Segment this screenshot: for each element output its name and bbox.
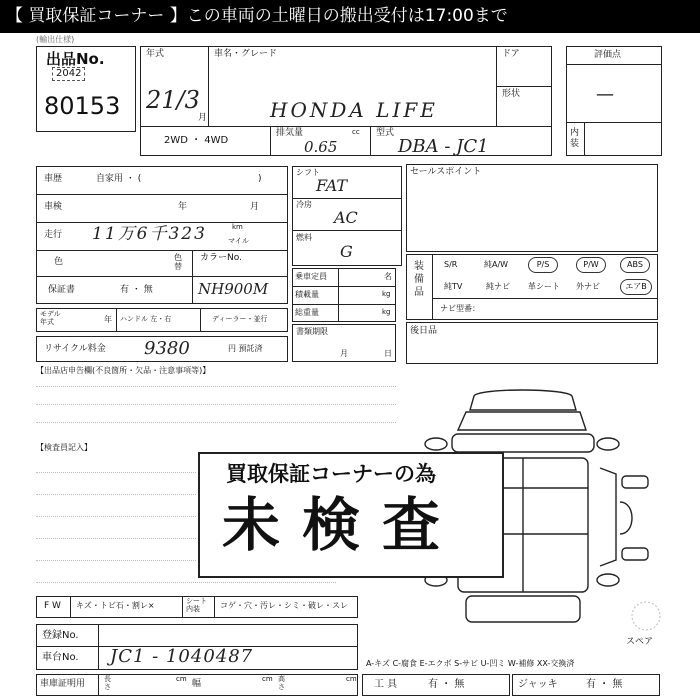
tools-label: 工 具	[374, 679, 398, 690]
fw-label: F W	[44, 601, 61, 611]
reg-label: 登録No.	[42, 630, 79, 641]
inspector-label: 【検査員記入】	[36, 443, 92, 452]
month-suffix: 月	[198, 113, 208, 123]
aircon-label: 冷房	[296, 200, 312, 209]
hei-label: 高さ	[278, 675, 285, 691]
aircon-value: AC	[334, 208, 358, 227]
disp-value: 0.65	[304, 138, 338, 156]
shift-label: シフト	[296, 168, 320, 177]
warranty-value: 有 ・ 無	[120, 285, 153, 295]
wid-label: 幅	[192, 679, 202, 689]
recycle-value: 9380	[144, 338, 190, 359]
hei-unit: cm	[346, 675, 357, 683]
stamp-main: 未検査	[222, 491, 463, 559]
warranty-label: 保証書	[48, 285, 76, 295]
color-no-value: NH900M	[198, 280, 269, 298]
seat-value: コゲ・穴・汚レ・シミ・破レ・スレ	[220, 601, 348, 610]
mileage-km: km	[232, 223, 243, 231]
equip-leather: 革シート	[528, 282, 560, 291]
capacity-label: 乗車定員	[295, 272, 327, 281]
mileage-mile: マイル	[228, 237, 249, 245]
model-label: 車名・グレード	[214, 49, 278, 59]
len-label: 長さ	[104, 675, 111, 691]
reki-label: 車歴	[44, 174, 63, 184]
equip-airbag: エアB	[620, 279, 652, 295]
lot-label: 出品No.	[46, 50, 105, 68]
chassis-value: JC1 - 1040487	[110, 646, 254, 667]
equip-ext-navi: 外ナビ	[576, 282, 600, 291]
stamp-top: 買取保証コーナーの為	[226, 462, 436, 486]
model-year-label: モデル年式	[40, 310, 61, 326]
tools-value: 有 ・ 無	[428, 679, 465, 690]
shape-label: 形状	[502, 89, 521, 99]
spare-label: スペア	[626, 637, 654, 647]
color-no-label: カラーNo.	[200, 253, 242, 263]
equip-pw: P/W	[576, 257, 606, 273]
handle-label: ハンドル 左・右	[120, 315, 172, 323]
fuel-label: 燃料	[296, 233, 312, 242]
equip-label: 装備品	[414, 261, 424, 298]
shaken-month: 月	[250, 202, 260, 212]
after-label: 後日品	[410, 326, 438, 336]
export-spec-label: (輸出仕様)	[36, 35, 75, 44]
shift-value: FAT	[316, 176, 348, 195]
door-label: ドア	[502, 49, 520, 59]
equip-s-r: S/R	[444, 260, 458, 269]
jack-value: 有 ・ 無	[586, 679, 623, 690]
docs-month: 月	[340, 349, 348, 358]
dealer-label: ディーラー・並行	[212, 315, 268, 323]
gross-unit: kg	[382, 308, 391, 316]
navi-label: ナビ型番：	[440, 304, 480, 313]
sales-box	[406, 164, 658, 252]
color-teiban: 色替	[174, 253, 182, 271]
sales-point-label: セールスポイント	[410, 167, 482, 177]
equip-tv: 純TV	[444, 282, 463, 291]
year-label: 年式	[146, 49, 165, 59]
disp-label: 排気量	[276, 128, 304, 138]
shop-notes-label: 【出品店申告欄(不良箇所・欠品・注意事項等)】	[36, 366, 211, 375]
score-value: —	[596, 84, 614, 105]
docs-label: 書類期限	[296, 327, 328, 336]
mileage-label: 走行	[44, 230, 63, 240]
fw-value: キズ・トビ石・割レ×	[76, 601, 155, 610]
model-year-nen: 年	[104, 315, 112, 324]
score-box	[566, 46, 662, 156]
mileage-value: 11万6千323	[92, 224, 207, 244]
disp-unit: cc	[352, 128, 360, 136]
shaken-year: 年	[178, 202, 188, 212]
fuel-value: G	[340, 242, 353, 261]
after-box	[406, 322, 658, 364]
lot-sub: 2042	[52, 67, 85, 81]
equip-navi: 純ナビ	[486, 282, 510, 291]
shaken-label: 車検	[44, 202, 63, 212]
cert-label: 車庫証明用	[40, 679, 86, 689]
docs-day: 日	[384, 349, 392, 358]
wid-unit: cm	[262, 675, 273, 683]
seat-label: シート内装	[186, 597, 207, 613]
year-value: 21/3	[146, 86, 200, 114]
drive-label: 2WD ・ 4WD	[164, 135, 229, 146]
type-label: 型式	[376, 128, 395, 138]
banner: 【 買取保証コーナー 】この車両の土曜日の搬出受付は17:00まで	[0, 0, 700, 33]
score-label: 評価点	[594, 50, 622, 60]
jack-label: ジャッキ	[518, 679, 558, 690]
capacity-unit: 名	[384, 272, 392, 281]
load-label: 積載量	[295, 290, 319, 299]
recycle-unit: 円 預託済	[228, 344, 263, 353]
gross-label: 総重量	[295, 308, 319, 317]
equip-ps: P/S	[528, 257, 558, 273]
equip-aw: 純A/W	[484, 260, 509, 269]
reki-close: )	[258, 174, 262, 184]
interior-label: 内装	[570, 128, 580, 149]
equip-abs: ABS	[620, 257, 650, 273]
reki-value: 自家用 ・ (	[96, 174, 142, 184]
color-label: 色	[54, 257, 64, 267]
load-unit: kg	[382, 290, 391, 298]
lot-number: 80153	[44, 92, 121, 120]
type-value: DBA - JC1	[398, 136, 489, 157]
damage-legend: A-キズ C-腐食 E-エクボ S-サビ U-凹ミ W-補修 XX-交換済	[366, 659, 575, 668]
recycle-label: リサイクル料金	[44, 344, 106, 354]
chassis-label: 車台No.	[42, 652, 79, 663]
model-value: HONDA LIFE	[270, 98, 438, 122]
len-unit: cm	[176, 675, 187, 683]
